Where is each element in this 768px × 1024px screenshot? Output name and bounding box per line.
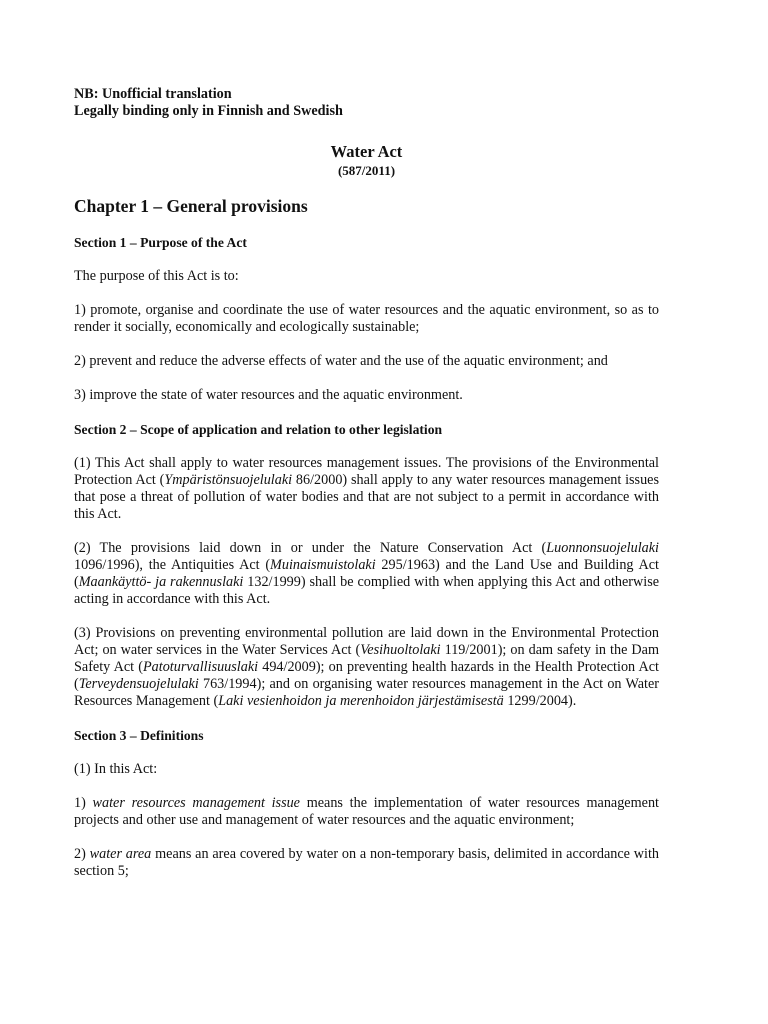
definition-1: 1) water resources management issue means the implementation of water resources management projects and other use and management of water resources and the aquatic environment; <box>74 795 659 828</box>
section-2-paragraph-1: (1) This Act shall apply to water resources management issues. The provisions of the Environmental Protection Act (Ympäristönsuojelulaki 86/2000) shall apply to any water resources management issues that pose a threat of pollution of water bodies and that are not subject to a permit in accordance with this Act. <box>74 455 659 522</box>
section-1-heading: Section 1 – Purpose of the Act <box>74 235 247 250</box>
definition-2: 2) water area means an area covered by water on a non-temporary basis, delimited in accordance with section 5; <box>74 846 660 879</box>
chapter-heading: Chapter 1 – General provisions <box>74 196 308 216</box>
section-2-heading: Section 2 – Scope of application and relation to other legislation <box>74 422 443 437</box>
translation-note: NB: Unofficial translation <box>74 86 232 102</box>
section-1-item-3: 3) improve the state of water resources and the aquatic environment. <box>74 387 463 403</box>
section-3-heading: Section 3 – Definitions <box>74 728 204 743</box>
document-body <box>74 86 659 880</box>
section-2-paragraph-3: (3) Provisions on preventing environmental pollution are laid down in the Environmental Protection Act; on water services in the Water Services Act (Vesihuoltolaki 119/2001); on dam safety in the Dam Safety Act (Patoturvallisuuslaki 494/2009); on preventing health hazards in the Health Protection Act (Terveydensuojelulaki 763/1994); and on organising water resources management in the Act on Water Resources Management (Laki vesienhoidon ja merenhoidon järjestämisestä 1299/2004). <box>74 625 659 709</box>
section-2-paragraph-2: (2) The provisions laid down in or under the Nature Conservation Act (Luonnonsuojelulaki 1096/1996), the Antiquities Act (Muinaismuistolaki 295/1963) and the Land Use and Building Act (Maankäyttö- ja rakennuslaki 132/1999) shall be complied with when applying this Act and otherwise acting in accordance with this Act. <box>74 540 660 607</box>
section-1-item-1: 1) promote, organise and coordinate the use of water resources and the aquatic environment, so as to render it socially, economically and ecologically sustainable; <box>74 302 659 335</box>
document-title: Water Act <box>330 142 403 161</box>
section-1-intro: The purpose of this Act is to: <box>74 268 239 284</box>
section-3-intro: (1) In this Act: <box>74 761 158 777</box>
section-1-item-2: 2) prevent and reduce the adverse effects of water and the use of the aquatic environment; and <box>74 353 608 369</box>
document-number: (587/2011) <box>337 163 396 178</box>
binding-note: Legally binding only in Finnish and Swedish <box>74 103 343 119</box>
